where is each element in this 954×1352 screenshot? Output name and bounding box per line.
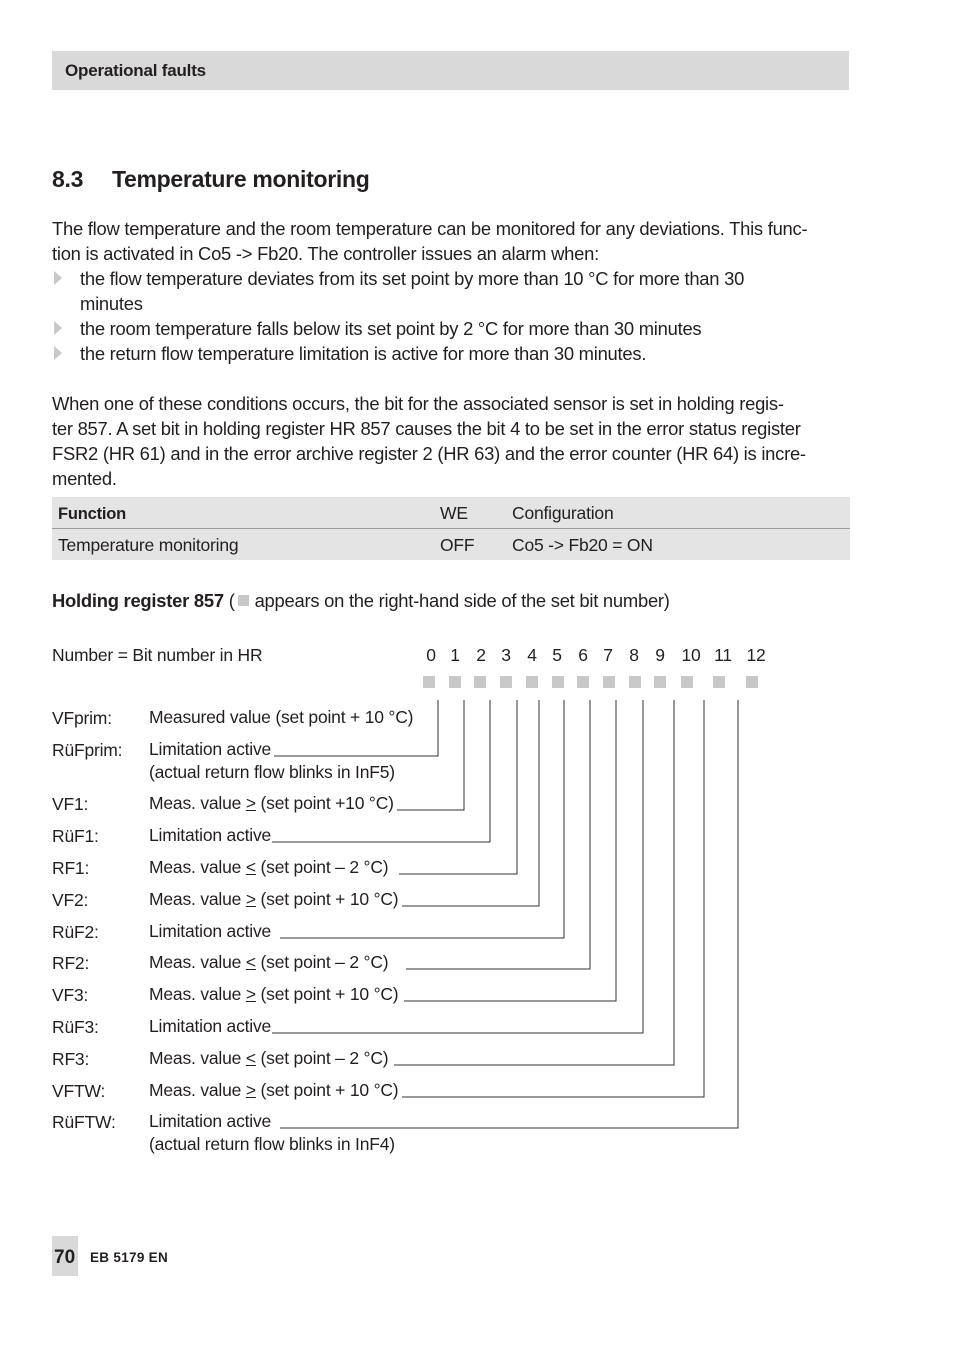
list-item: the room temperature falls below its set point by 2 °C for more than 30 minutes — [52, 316, 852, 341]
signal-name: RüF1: — [52, 826, 99, 846]
holding-register-caption: Holding register 857 ( appears on the right-hand side of the set bit number) — [52, 590, 670, 611]
bit-number: 4 — [527, 645, 537, 665]
list-item: the flow temperature deviates from its set point by more than 10 °C for more than 30 minutes — [52, 266, 852, 316]
bit-number: 1 — [450, 645, 460, 665]
holding-register-title: Holding register 857 — [52, 590, 224, 611]
register-paragraph: When one of these conditions occurs, the bit for the associated sensor is set in holding regis- ter 857. A set bit in holding register HR 857 causes the bit 4 to be set in the error status register FSR2 (HR 61) and in the error archive register 2 (HR 63) and the error counter (HR 64) is incre- mented. — [52, 393, 806, 489]
signal-name: VF2: — [52, 890, 89, 910]
leader-line — [272, 700, 490, 842]
signal-description: Limitation active — [149, 825, 272, 845]
signal-description: Meas. value < (set point – 2 °C) — [149, 857, 389, 877]
table-cell: OFF — [440, 535, 475, 555]
signal-name: VF1: — [52, 794, 89, 814]
page-number-box — [52, 1236, 78, 1276]
table-cell: Temperature monitoring — [58, 535, 239, 555]
bit-number: 3 — [501, 645, 511, 665]
bit-number: 2 — [476, 645, 486, 665]
col-header-configuration: Configuration — [512, 503, 614, 523]
signal-name: RüFTW: — [52, 1112, 116, 1132]
col-header-function: Function — [58, 505, 127, 523]
running-header-title: Operational faults — [65, 61, 206, 80]
leader-line — [404, 700, 616, 1001]
leader-line — [399, 700, 517, 874]
bit-number: 5 — [552, 645, 562, 665]
signal-description: Meas. value > (set point + 10 °C) — [149, 1080, 399, 1100]
section-number: 8.3 — [52, 166, 84, 192]
leader-line — [272, 700, 643, 1033]
signal-description: Limitation active — [149, 921, 272, 941]
signal-name: VFprim: — [52, 708, 112, 728]
signal-name: RüF2: — [52, 922, 99, 942]
signal-description: Limitation active (actual return flow blinks in InF5) — [149, 739, 395, 782]
leader-line — [397, 700, 464, 810]
leader-line — [406, 700, 590, 969]
signal-description: Meas. value > (set point + 10 °C) — [149, 889, 399, 909]
signal-description: Limitation active (actual return flow blinks in InF4) — [149, 1111, 395, 1154]
signal-description: Meas. value < (set point – 2 °C) — [149, 1048, 389, 1068]
bit-number: 0 — [426, 645, 436, 665]
intro-line: tion is activated in Co5 -> Fb20. The controller issues an alarm when: — [52, 243, 599, 264]
leader-line — [394, 700, 674, 1065]
leader-line — [274, 700, 438, 756]
bit-number: 12 — [746, 645, 766, 665]
signal-name: RF3: — [52, 1049, 90, 1069]
signal-description: Limitation active — [149, 1016, 272, 1036]
leader-line — [402, 700, 539, 906]
signal-description: Meas. value < (set point – 2 °C) — [149, 952, 389, 972]
document-id: EB 5179 EN — [90, 1250, 169, 1265]
table-cell: Co5 -> Fb20 = ON — [512, 535, 653, 555]
bit-number: 10 — [681, 645, 701, 665]
signal-description: Meas. value > (set point +10 °C) — [149, 793, 394, 813]
signal-description: Measured value (set point + 10 °C) — [149, 707, 414, 727]
section-title: Temperature monitoring — [112, 166, 370, 192]
signal-name: RüF3: — [52, 1017, 99, 1037]
leader-line — [280, 700, 564, 938]
bit-number: 11 — [714, 645, 732, 665]
page-number: 70 — [54, 1247, 76, 1268]
bit-number: 7 — [603, 645, 613, 665]
signal-name: RF1: — [52, 858, 90, 878]
leader-line — [280, 700, 738, 1128]
bit-number: 9 — [655, 645, 665, 665]
signal-name: RüFprim: — [52, 740, 123, 760]
signal-name: VF3: — [52, 985, 89, 1005]
bit-number-label: Number = Bit number in HR — [52, 645, 263, 665]
signal-name: RF2: — [52, 953, 90, 973]
intro-line: The flow temperature and the room temperature can be monitored for any deviations. This func- — [52, 218, 808, 239]
bit-number: 8 — [629, 645, 639, 665]
signal-name: VFTW: — [52, 1081, 106, 1101]
col-header-we: WE — [440, 503, 468, 523]
bit-number: 6 — [578, 645, 588, 665]
signal-description: Meas. value > (set point + 10 °C) — [149, 984, 399, 1004]
list-item: the return flow temperature limitation is active for more than 30 minutes. — [52, 341, 852, 366]
leader-line — [402, 700, 704, 1097]
